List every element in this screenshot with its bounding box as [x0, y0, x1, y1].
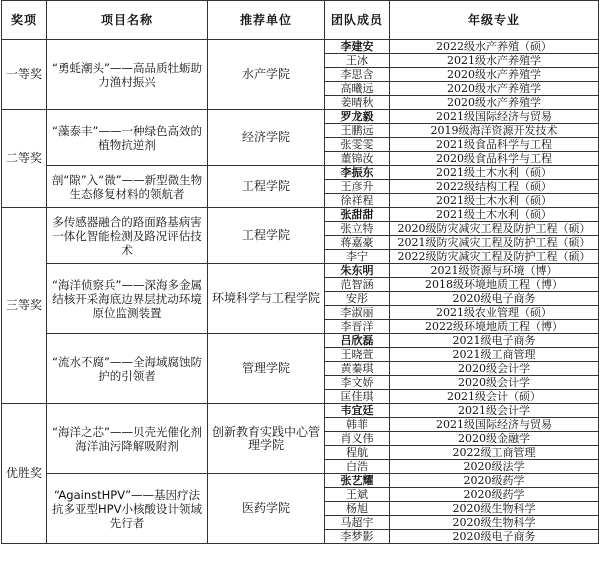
- team-member-cell: 董锦汝: [325, 152, 390, 166]
- awards-table-body: [2, 40, 599, 544]
- table-row: [2, 110, 599, 124]
- award-cell: 二等奖: [2, 110, 47, 208]
- grade-major-cell: 2021级会计（硕）: [390, 390, 599, 404]
- grade-major-cell: 2020级水产养殖学: [390, 68, 599, 82]
- header-unit: 推荐单位: [208, 1, 325, 40]
- recommending-unit-cell: 工程学院: [208, 208, 325, 264]
- project-name-cell: 多传感器融合的路面路基病害一体化智能检测及路况评估技术: [47, 208, 208, 264]
- project-name-cell: “藻泰丰”——一种绿色高效的植物抗逆剂: [47, 110, 208, 166]
- grade-major-cell: 2022级防灾减灾工程及防护工程（硕）: [390, 250, 599, 264]
- grade-major-cell: 2021级工商管理: [390, 348, 599, 362]
- grade-major-cell: 2020级防灾减灾工程及防护工程（硕）: [390, 222, 599, 236]
- grade-major-cell: 2021级会计学: [390, 404, 599, 418]
- team-leader-cell: 朱东明: [325, 264, 390, 278]
- project-name-cell: “海洋侦察兵”——深海多金属结核开采海底边界层扰动环境原位监测装置: [47, 264, 208, 334]
- team-leader-cell: 韦宜廷: [325, 404, 390, 418]
- project-name-cell: “AgainstHPV”——基因疗法抗多亚型HPV小核酸设计领域先行者: [47, 474, 208, 544]
- grade-major-cell: 2020级生物科学: [390, 516, 599, 530]
- grade-major-cell: 2020级法学: [390, 460, 599, 474]
- award-cell: 优胜奖: [2, 404, 47, 544]
- project-name-cell: “勇蚝潮头”——高品质牡蛎助力渔村振兴: [47, 40, 208, 110]
- team-member-cell: 王晓萱: [325, 348, 390, 362]
- grade-major-cell: 2021级国际经济与贸易: [390, 110, 599, 124]
- grade-major-cell: 2021级国际经济与贸易: [390, 418, 599, 432]
- awards-table: [1, 0, 599, 544]
- grade-major-cell: 2021级水产养殖学: [390, 54, 599, 68]
- team-leader-cell: 吕欣磊: [325, 334, 390, 348]
- grade-major-cell: 2020级会计学: [390, 376, 599, 390]
- header-grade: 年级专业: [390, 1, 599, 40]
- table-row: [2, 264, 599, 278]
- team-member-cell: 马超宇: [325, 516, 390, 530]
- team-leader-cell: 李振东: [325, 166, 390, 180]
- grade-major-cell: 2020级药学: [390, 488, 599, 502]
- team-member-cell: 姜晴秋: [325, 96, 390, 110]
- grade-major-cell: 2021级土木水利（硕）: [390, 208, 599, 222]
- grade-major-cell: 2021级农业管理（硕）: [390, 306, 599, 320]
- grade-major-cell: 2021级资源与环境（博）: [390, 264, 599, 278]
- grade-major-cell: 2022级工商管理: [390, 446, 599, 460]
- grade-major-cell: 2020级食品科学与工程: [390, 152, 599, 166]
- grade-major-cell: 2020级电子商务: [390, 530, 599, 544]
- grade-major-cell: 2020级药学: [390, 474, 599, 488]
- team-member-cell: 杨旭: [325, 502, 390, 516]
- grade-major-cell: 2020级电子商务: [390, 292, 599, 306]
- team-member-cell: 王鹏远: [325, 124, 390, 138]
- team-member-cell: 范智涵: [325, 278, 390, 292]
- team-member-cell: 肖义伟: [325, 432, 390, 446]
- team-member-cell: 匡佳琪: [325, 390, 390, 404]
- header-project: 项目名称: [47, 1, 208, 40]
- team-member-cell: 李梦影: [325, 530, 390, 544]
- grade-major-cell: 2020级水产养殖学: [390, 82, 599, 96]
- team-member-cell: 李思含: [325, 68, 390, 82]
- table-row: [2, 40, 599, 54]
- grade-major-cell: 2020级会计学: [390, 362, 599, 376]
- grade-major-cell: 2018级环境地质工程（博）: [390, 278, 599, 292]
- team-member-cell: 蒋嘉豪: [325, 236, 390, 250]
- grade-major-cell: 2021级防灾减灾工程及防护工程（硕）: [390, 236, 599, 250]
- project-name-cell: “流水不腐”——全海域腐蚀防护的引领者: [47, 334, 208, 404]
- team-member-cell: 程航: [325, 446, 390, 460]
- team-member-cell: 黄蓁琪: [325, 362, 390, 376]
- recommending-unit-cell: 管理学院: [208, 334, 325, 404]
- recommending-unit-cell: 创新教育实践中心管理学院: [208, 404, 325, 474]
- award-cell: 一等奖: [2, 40, 47, 110]
- table-row: [2, 334, 599, 348]
- grade-major-cell: 2021级电子商务: [390, 334, 599, 348]
- team-leader-cell: 李建安: [325, 40, 390, 54]
- team-member-cell: 韩菲: [325, 418, 390, 432]
- table-row: [2, 404, 599, 418]
- grade-major-cell: 2022级水产养殖（硕）: [390, 40, 599, 54]
- team-member-cell: 李淑丽: [325, 306, 390, 320]
- team-member-cell: 王冰: [325, 54, 390, 68]
- grade-major-cell: 2020级金融学: [390, 432, 599, 446]
- team-member-cell: 高曦远: [325, 82, 390, 96]
- grade-major-cell: 2021级土木水利（硕）: [390, 166, 599, 180]
- recommending-unit-cell: 水产学院: [208, 40, 325, 110]
- header-members: 团队成员: [325, 1, 390, 40]
- grade-major-cell: 2020级水产养殖学: [390, 96, 599, 110]
- table-row: [2, 474, 599, 488]
- grade-major-cell: 2020级生物科学: [390, 502, 599, 516]
- table-row: [2, 208, 599, 222]
- team-member-cell: 王彦升: [325, 180, 390, 194]
- team-member-cell: 白浩: [325, 460, 390, 474]
- team-member-cell: 李文娇: [325, 376, 390, 390]
- team-leader-cell: 罗龙毅: [325, 110, 390, 124]
- grade-major-cell: 2021级土木水利（硕）: [390, 194, 599, 208]
- grade-major-cell: 2022级结构工程（硕）: [390, 180, 599, 194]
- team-member-cell: 安彤: [325, 292, 390, 306]
- header-award: 奖项: [2, 1, 47, 40]
- team-member-cell: 张立特: [325, 222, 390, 236]
- team-member-cell: 张雯雯: [325, 138, 390, 152]
- team-leader-cell: 张艺耀: [325, 474, 390, 488]
- team-member-cell: 李晋洋: [325, 320, 390, 334]
- award-cell: 三等奖: [2, 208, 47, 404]
- recommending-unit-cell: 经济学院: [208, 110, 325, 166]
- team-leader-cell: 张甜甜: [325, 208, 390, 222]
- header-row: [2, 1, 599, 40]
- recommending-unit-cell: 工程学院: [208, 166, 325, 208]
- table-row: [2, 166, 599, 180]
- project-name-cell: “海洋之芯”——贝壳光催化剂海洋油污降解吸附剂: [47, 404, 208, 474]
- grade-major-cell: 2021级食品科学与工程: [390, 138, 599, 152]
- grade-major-cell: 2022级环境地质工程（博）: [390, 320, 599, 334]
- grade-major-cell: 2019级海洋资源开发技术: [390, 124, 599, 138]
- project-name-cell: 剖“隙”入“微”——新型微生物生态修复材料的领航者: [47, 166, 208, 208]
- team-member-cell: 李宁: [325, 250, 390, 264]
- recommending-unit-cell: 环境科学与工程学院: [208, 264, 325, 334]
- team-member-cell: 王斌: [325, 488, 390, 502]
- team-member-cell: 徐祥程: [325, 194, 390, 208]
- recommending-unit-cell: 医药学院: [208, 474, 325, 544]
